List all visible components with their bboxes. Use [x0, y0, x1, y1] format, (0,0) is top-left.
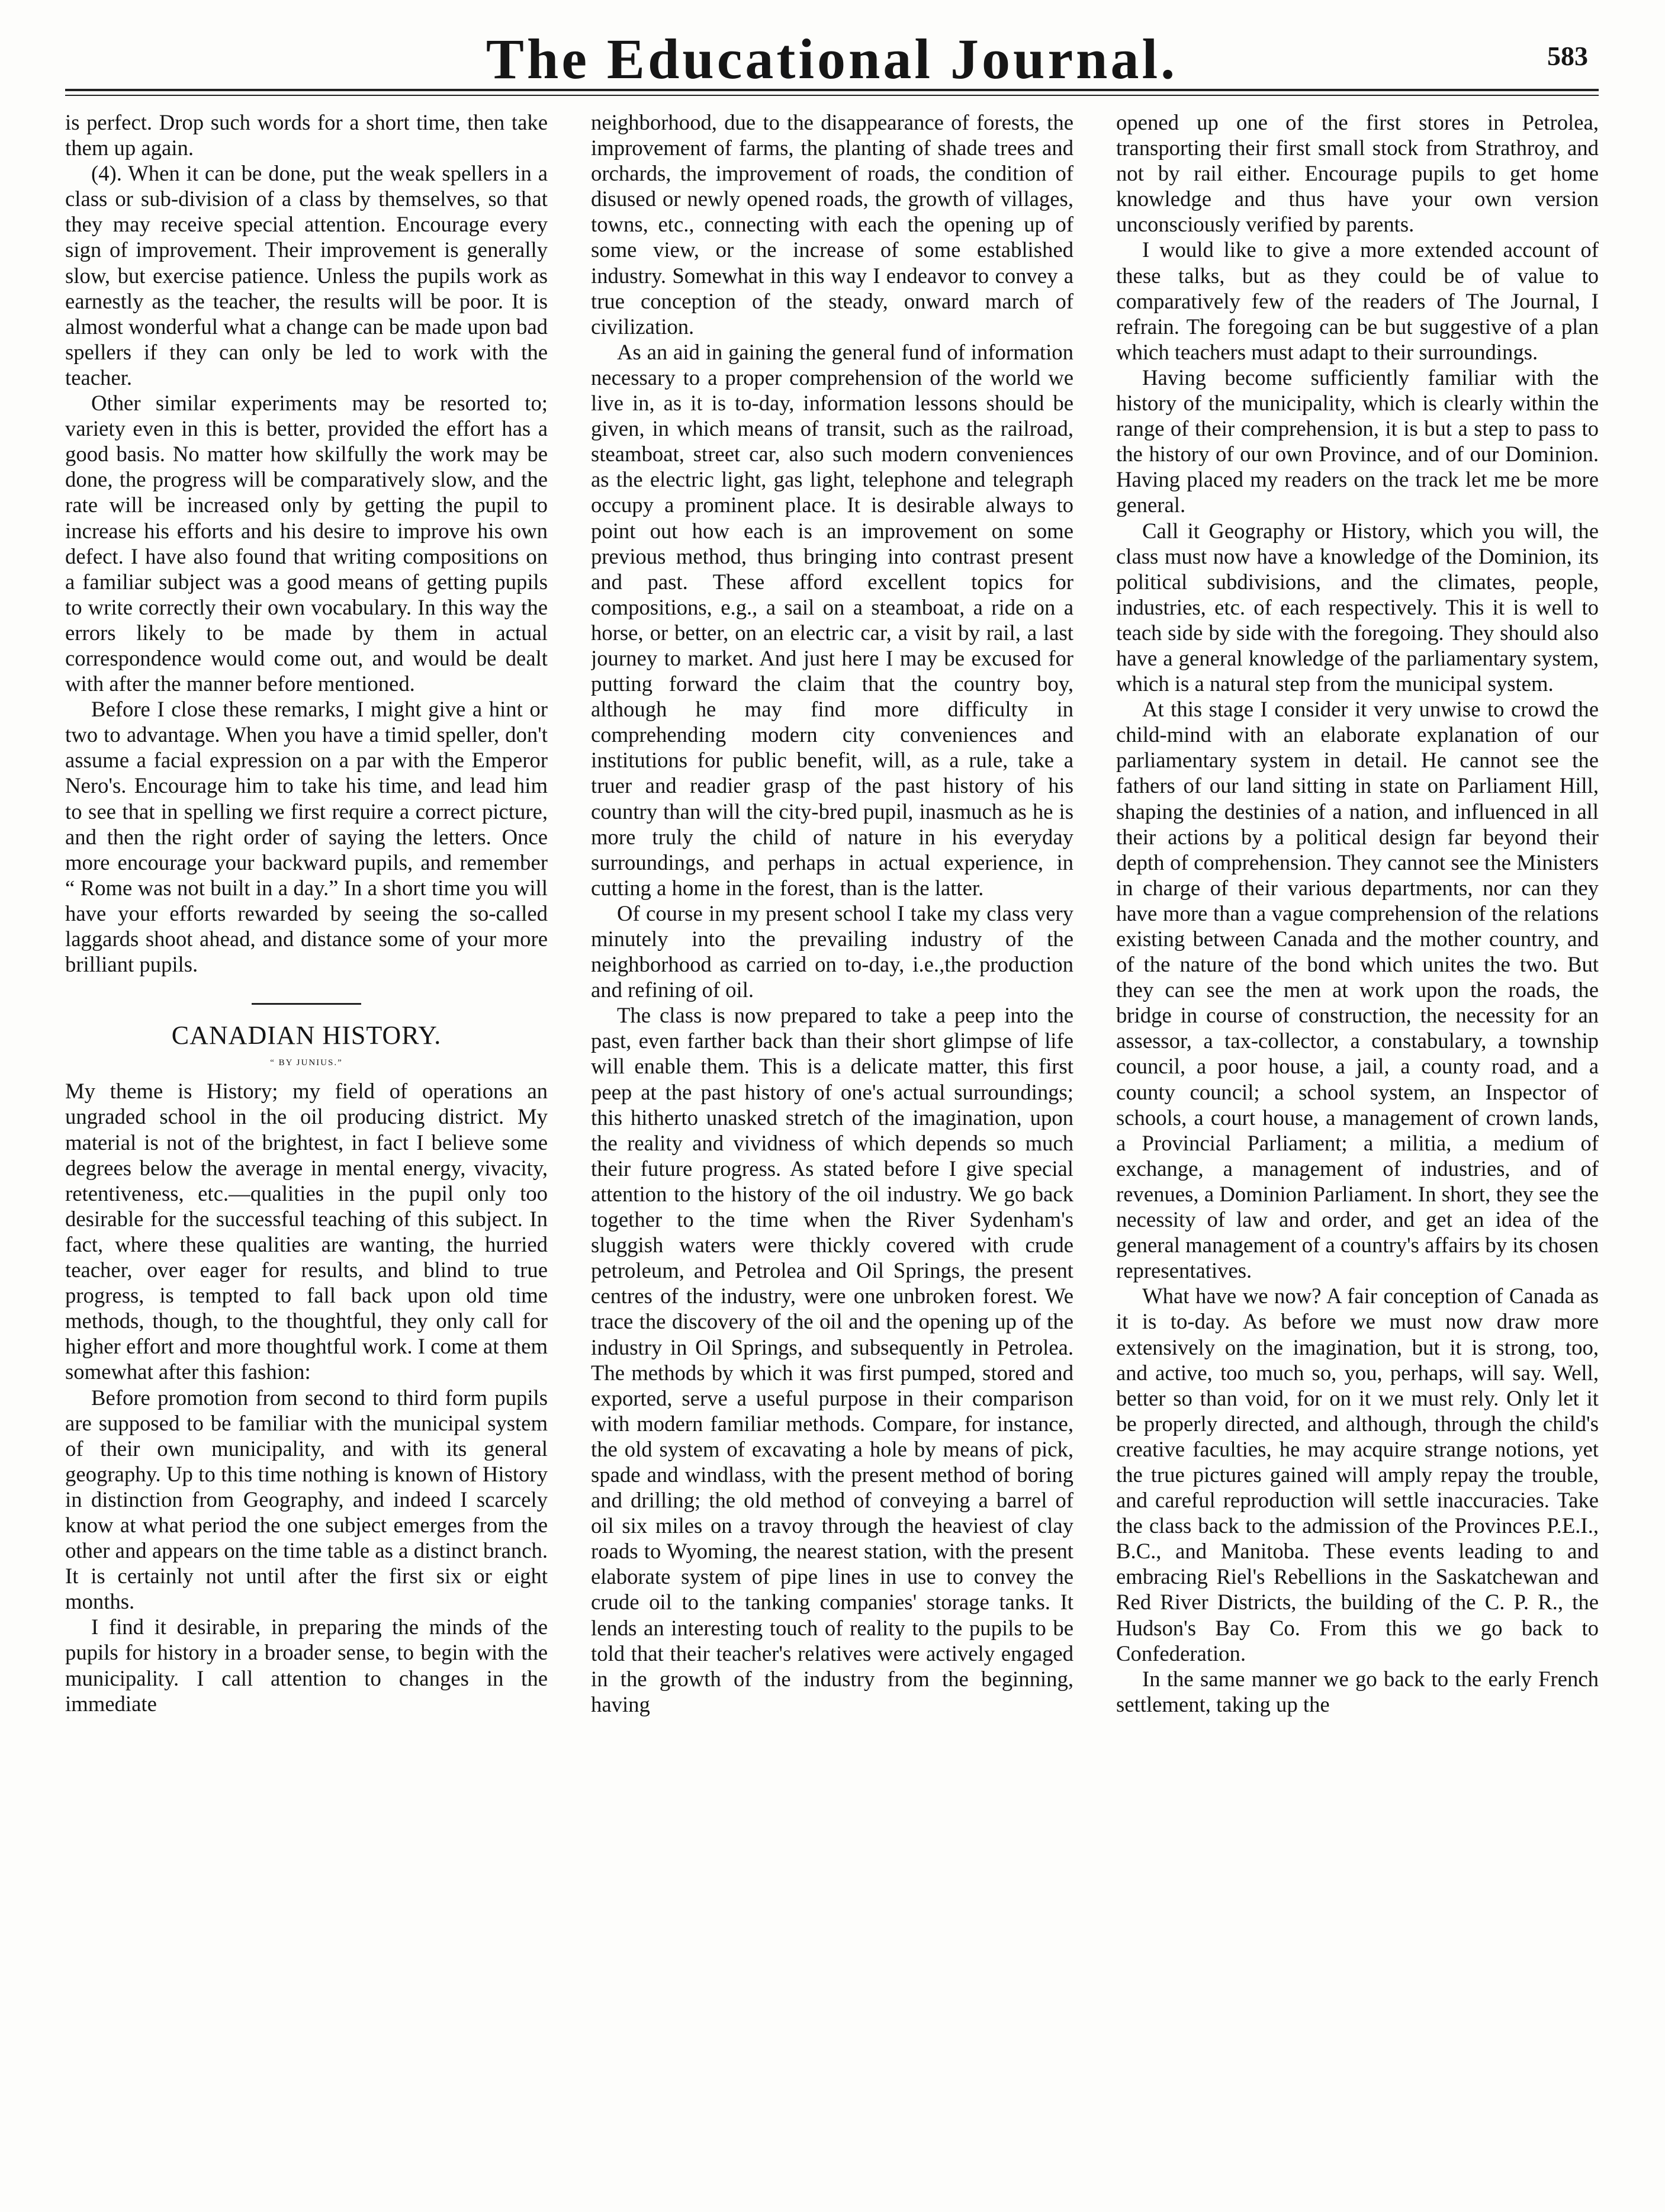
section-divider [252, 1003, 361, 1005]
paragraph: What have we now? A fair conception of Canada as it is to-day. As before we must now draw more extensively on the imagination, but it is strong, too, and active, too much so, you, perhaps, will say. Well, better so than void, for on it we must rely. Only let it be properly directed, and although, through the child's creative faculties, he may acquire strange notions, yet the true pictures gained will amply repay the trouble, and careful reproduction will settle inaccuracies. Take the class back to the admission of the Provinces P.E.I., B.C., and Manitoba. These events leading to and embracing Riel's Rebellions in the Saskatchewan and Red River Districts, the building of the C. P. R., the Hudson's Bay Co. From this we go back to Confederation. [1116, 1284, 1599, 1666]
paragraph: Other similar experiments may be resorted to; variety even in this is better, provided the effort has a good basis. No matter how skilfully the work may be done, the progress will be comparatively slow, and the rate will be increased only by getting the pupil to increase his efforts and his desire to improve his own defect. I have also found that writing compositions on a familiar subject was a good means of getting pupils to write correctly their own vocabulary. In this way the errors likely to be made by them in actual correspondence would come out, and would be dealt with after the manner before mentioned. [65, 391, 548, 696]
paragraph: At this stage I consider it very unwise to crowd the child-mind with an elaborate explanation of our parliamentary system in detail. He cannot see the fathers of our land sitting in state on Parliament Hill, shaping the destinies of a nation, and influenced in all their actions by a political design far beyond their depth of comprehension. They cannot see the Ministers in charge of their various departments, nor can they have more than a vague comprehension of the relations existing between Canada and the mother country, and of the nature of the bond which unites the two. But they can see the men at work upon the roads, the bridge in course of construction, the necessity for an assessor, a tax-collector, a constabulary, a township council, a poor house, a jail, a county road, and a county council; a school system, an Inspector of schools, a court house, a management of crown lands, a Provincial Parliament; a militia, a medium of exchange, a management of industries, and of revenues, a Dominion Parliament. In short, they see the necessity of law and order, and get an idea of the general management of a country's affairs by its chosen representatives. [1116, 697, 1599, 1283]
paragraph: Having become sufficiently familiar with the history of the municipality, which is clearly within the range of their comprehension, it is but a step to pass to the history of our own Province, and of our Dominion. Having placed my readers on the track let me be more general. [1116, 365, 1599, 517]
article-heading: CANADIAN HISTORY. [171, 1021, 442, 1050]
paragraph: I find it desirable, in preparing the minds of the pupils for history in a broader sense, to begin with the municipality. I call attention to changes in the immediate [65, 1615, 548, 1716]
paragraph: neighborhood, due to the disappearance of forests, the improvement of farms, the planting of shade trees and orchards, the improvement of roads, the condition of disused or newly opened roads, the growth of villages, towns, etc., connecting with each the opening up of some view, or the increase of some established industry. Somewhat in this way I endeavor to convey a true conception of the steady, onward march of civilization. [591, 110, 1073, 339]
paragraph: The class is now prepared to take a peep into the past, even farther back than their short glimpse of life will enable them. This is a delicate matter, this first peep at the past history of one's actual surroundings; this hitherto unasked stretch of the imagination, upon the reality and vividness of which depends so much their future progress. As stated before I give special attention to the history of the oil industry. We go back together to the time when the River Sydenham's sluggish waters were thickly covered with crude petroleum, and Petrolea and Oil Springs, the present centres of the industry, were one unbroken forest. We trace the discovery of the oil and the opening up of the industry in Oil Springs, and subsequently in Petrolea. The methods by which it was first pumped, stored and exported, serve a useful purpose in their comparison with modern familiar methods. Compare, for instance, the old system of excavating a hole by means of pick, spade and windlass, with the present method of boring and drilling; the old method of conveying a barrel of oil six miles on a travoy through the heaviest of clay roads to Wyoming, the nearest station, with the present elaborate system of pipe lines in use to convey the crude oil to the tanking companies' storage tanks. It lends an interesting touch of reality to the pupils to be told that their teacher's relatives were actively engaged in the growth of the industry from the beginning, having [591, 1003, 1073, 1716]
header-rule [65, 89, 1599, 91]
paragraph: (4). When it can be done, put the weak spellers in a class or sub-division of a class by themselves, so that they may receive special attention. Encourage every sign of improvement. Their improvement is generally slow, but exercise patience. Unless the pupils work as earnestly as the teacher, the results will be poor. It is almost wonderful what a change can be made upon bad spellers if they can only be led to work with the teacher. [65, 161, 548, 390]
column-3 [1116, 110, 1599, 2182]
paragraph: Before promotion from second to third form pupils are supposed to be familiar with the municipal system of their own municipality, and with its general geography. Up to this time nothing is known of History in distinction from Geography, and indeed I scarcely know at what period the one subject emerges from the other and appears on the time table as a distinct branch. It is certainly not until after the first six or eight months. [65, 1385, 548, 1614]
column-2 [591, 110, 1073, 2182]
paragraph: Call it Geography or History, which you will, the class must now have a knowledge of the Dominion, its political subdivisions, and the climates, people, industries, etc. of each respectively. This it is well to teach side by side with the foregoing. They should also have a general knowledge of the parliamentary system, which is a natural step from the municipal system. [1116, 518, 1599, 696]
article-byline: “ BY JUNIUS.” [270, 1058, 343, 1068]
paragraph: Before I close these remarks, I might give a hint or two to advantage. When you have a timid speller, don't assume a facial expression on a par with the Emperor Nero's. Encourage him to take his time, and lead him to see that in spelling we first require a correct picture, and then the right order of saying the letters. Once more encourage your backward pupils, and remember “ Rome was not built in a day.” In a short time you will have your efforts rewarded by seeing the so-called laggards shoot ahead, and distance some of your more brilliant pupils. [65, 697, 548, 977]
paragraph: My theme is History; my field of operations an ungraded school in the oil producing district. My material is not of the brightest, in fact I believe some degrees below the average in mental energy, vivacity, retentiveness, etc.—qualities in the pupil only too desirable for the successful teaching of this subject. In fact, where these qualities are wanting, the hurried teacher, over eager for results, and blind to true progress, is tempted to fall back upon old time methods, though, to the thoughtful, they only call for higher effort and more thoughtful work. I come at them somewhat after this fashion: [65, 1079, 548, 1384]
masthead [65, 24, 1599, 95]
journal-title: The Educational Journal. [486, 27, 1178, 91]
header-rule-thin [65, 95, 1599, 96]
paragraph: Of course in my present school I take my class very minutely into the prevailing industry of the neighborhood as carried on to-day, i.e.,the production and refining of oil. [591, 901, 1073, 1002]
paragraph: As an aid in gaining the general fund of information necessary to a proper comprehension of the world we live in, as it is to-day, information lessons should be given, in which means of transit, such as the railroad, steamboat, street car, also such modern conveniences as the electric light, gas light, telephone and telegraph occupy a prominent place. It is desirable always to point out how each is an improvement on some previous method, thus bringing into contrast present and past. These afford excellent topics for compositions, e.g., a sail on a steamboat, a ride on a horse, or better, on an electric car, a visit by rail, a last journey to market. And just here I may be excused for putting forward the claim that the country boy, although he may find more difficulty in comprehending modern city conveniences and institutions for public benefit, will, as a rule, take a truer and readier grasp of the past history of his country than will the city-bred pupil, inasmuch as he is more truly the child of nature in his everyday surroundings, and perhaps in actual experience, in cutting a home in the forest, than is the latter. [591, 339, 1073, 900]
column-1 [65, 110, 548, 2182]
page-number: 583 [1547, 41, 1588, 71]
paragraph: In the same manner we go back to the early French settlement, taking up the [1116, 1666, 1599, 1716]
paragraph: I would like to give a more extended account of these talks, but as they could be of value to comparatively few of the readers of The Journal, I refrain. The foregoing can be but suggestive of a plan which teachers must adapt to their surroundings. [1116, 237, 1599, 364]
paragraph: opened up one of the first stores in Petrolea, transporting their first small stock from Strathroy, and not by rail either. Encourage pupils to get home knowledge and thus have your own version unconsciously verified by parents. [1116, 110, 1599, 237]
paragraph: is perfect. Drop such words for a short time, then take them up again. [65, 110, 548, 160]
